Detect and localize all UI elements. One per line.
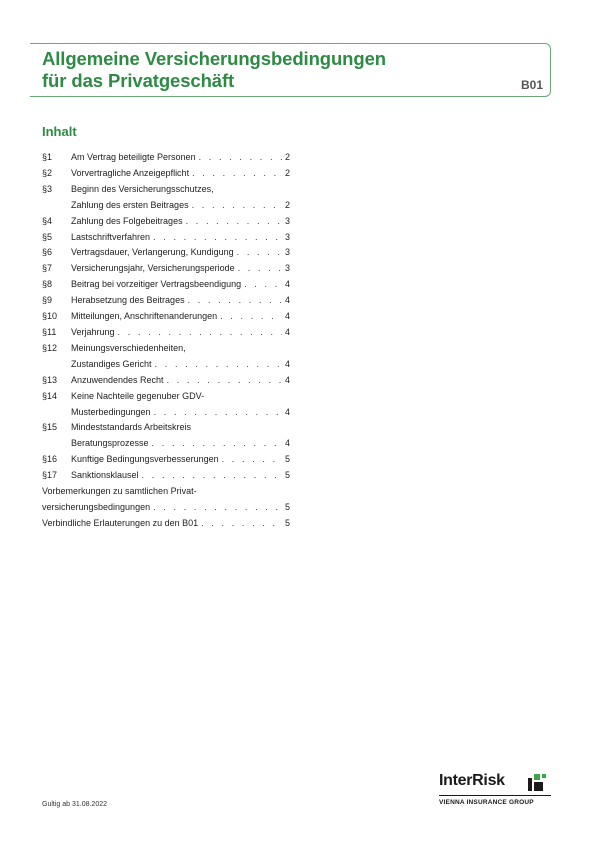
toc-entry-title: Beitrag bei vorzeitiger Vertragsbeendigung: [71, 279, 242, 290]
toc-entry-title: Kunftige Bedingungsverbesserungen: [71, 454, 219, 465]
toc-entry: [42, 182, 290, 214]
toc-entry-page: 2: [284, 199, 290, 210]
toc-entry-number: §5: [42, 231, 53, 242]
toc-entry-title: Meinungsverschiedenheiten,: [71, 342, 186, 353]
toc-leader-dots: [188, 293, 282, 309]
toc-entry-title: Mitteilungen, Anschriftenanderungen: [71, 311, 218, 322]
logo-subtitle: VIENNA INSURANCE GROUP: [439, 799, 534, 806]
toc-entry: [42, 245, 290, 261]
toc-entry-title: Lastschriftverfahren: [71, 231, 151, 242]
toc-leader-dots: [186, 214, 282, 230]
toc-entry-number: §17: [42, 470, 58, 481]
toc-leader-dots: [167, 373, 282, 389]
toc-leader-dots: [152, 436, 282, 452]
toc-entry-page: 5: [284, 501, 290, 512]
toc-entry-title: Zahlung des ersten Beitrages: [71, 199, 189, 210]
toc-entry-number: §9: [42, 295, 53, 306]
toc-entry-title: Zahlung des Folgebeitrages: [71, 215, 183, 226]
toc-leader-dots: [154, 405, 282, 421]
toc-entry: [42, 150, 290, 166]
toc-entry: [42, 468, 290, 484]
toc-leader-dots: [155, 357, 282, 373]
toc-entry-title: Vorvertragliche Anzeigepflicht: [71, 167, 190, 178]
toc-entry-number: §13: [42, 374, 58, 385]
toc-entry-title: Vertragsdauer, Verlangerung, Kundigung: [71, 247, 234, 258]
toc-entry: [42, 516, 290, 532]
toc-entry: [42, 341, 290, 373]
toc-entry-title: Mindeststandards Arbeitskreis: [71, 422, 192, 433]
toc-entry-title: Sanktionsklausel: [71, 470, 139, 481]
toc-entry-page: 4: [284, 406, 290, 417]
toc-entry-page: 3: [284, 231, 290, 242]
toc-entry-page: 4: [284, 374, 290, 385]
toc-entry: [42, 309, 290, 325]
toc-entry-page: 3: [284, 215, 290, 226]
toc-entry-page: 2: [284, 167, 290, 178]
toc-entry: [42, 277, 290, 293]
title-line-2: für das Privatgeschäft: [42, 70, 235, 91]
toc-entry: [42, 214, 290, 230]
toc-entry-page: 3: [284, 263, 290, 274]
toc-entry: [42, 420, 290, 452]
toc-entry-page: 4: [284, 279, 290, 290]
toc-entry: [42, 373, 290, 389]
toc-entry-number: §15: [42, 422, 58, 433]
toc-leader-dots: [192, 166, 282, 182]
toc-entry-number: §14: [42, 390, 58, 401]
toc-entry-page: 5: [284, 454, 290, 465]
toc-heading: Inhalt: [42, 124, 77, 139]
toc-entry-page: 2: [284, 152, 290, 162]
toc-entry-number: §10: [42, 311, 58, 322]
toc-entry: [42, 261, 290, 277]
toc-entry-number: §4: [42, 215, 53, 226]
toc-entry-title: Am Vertrag beteiligte Personen: [71, 152, 196, 162]
toc-leader-dots: [142, 468, 282, 484]
toc-leader-dots: [118, 325, 282, 341]
toc-entry-page: 4: [284, 326, 290, 337]
toc-entry: [42, 484, 290, 516]
toc-entry: [42, 293, 290, 309]
document-code: B01: [520, 78, 543, 92]
toc-leader-dots: [199, 150, 282, 166]
toc-entry: [42, 166, 290, 182]
document-title: [42, 48, 386, 92]
toc-leader-dots: [222, 452, 282, 468]
toc-entry-title: Herabsetzung des Beitrages: [71, 295, 185, 306]
toc-leader-dots: [238, 261, 282, 277]
toc-entry-title: Versicherungsjahr, Versicherungsperiode: [71, 263, 235, 274]
toc-entry-title: versicherungsbedingungen: [42, 501, 151, 512]
interrisk-logo: [439, 772, 551, 812]
toc-leader-dots: [244, 277, 282, 293]
toc-entry-title: Verbindliche Erlauterungen zu den B01: [42, 517, 199, 528]
toc-entry-title: Vorbemerkungen zu samtlichen Privat-: [42, 486, 197, 497]
toc-entry-title: Verjahrung: [71, 326, 115, 337]
logo-divider: [439, 795, 551, 796]
toc-entry: [42, 325, 290, 341]
toc-entry-title: Beratungsprozesse: [71, 438, 149, 449]
toc-leader-dots: [201, 516, 282, 532]
toc-leader-dots: [237, 245, 282, 261]
toc-entry-page: 4: [284, 295, 290, 306]
validity-date: Gultig ab 31.08.2022: [42, 801, 107, 808]
toc-leader-dots: [220, 309, 282, 325]
toc-entry-title: Musterbedingungen: [71, 406, 151, 417]
toc-entry-number: §7: [42, 263, 53, 274]
toc-entry-title: Zustandiges Gericht: [71, 358, 152, 369]
toc-entry-number: §2: [42, 167, 53, 178]
toc-entry-number: §8: [42, 279, 53, 290]
toc-entry-page: 4: [284, 311, 290, 322]
toc-entry-number: §6: [42, 247, 53, 258]
toc-entry-page: 5: [284, 517, 290, 528]
toc-entry: [42, 452, 290, 468]
logo-mark-icon: [528, 774, 550, 791]
toc-entry-number: §1: [42, 152, 53, 162]
toc-leader-dots: [153, 230, 282, 246]
title-line-1: Allgemeine Versicherungsbedingungen: [42, 48, 386, 69]
toc-leader-dots: [192, 198, 282, 214]
toc-leader-dots: [153, 500, 282, 516]
toc-entry-page: 4: [284, 438, 290, 449]
table-of-contents: [42, 150, 290, 532]
toc-entry-number: §3: [42, 183, 53, 194]
toc-entry-title: Keine Nachteile gegenuber GDV-: [71, 390, 205, 401]
toc-entry-page: 5: [284, 470, 290, 481]
toc-entry-page: 4: [284, 358, 290, 369]
toc-entry-number: §11: [42, 326, 57, 337]
logo-wordmark: InterRisk: [439, 772, 505, 789]
toc-entry-number: §12: [42, 342, 58, 353]
toc-entry-number: §16: [42, 454, 58, 465]
toc-entry-page: 3: [284, 247, 290, 258]
toc-entry-title: Anzuwendendes Recht: [71, 374, 164, 385]
toc-entry-title: Beginn des Versicherungsschutzes,: [71, 183, 214, 194]
toc-entry: [42, 230, 290, 246]
toc-entry: [42, 389, 290, 421]
